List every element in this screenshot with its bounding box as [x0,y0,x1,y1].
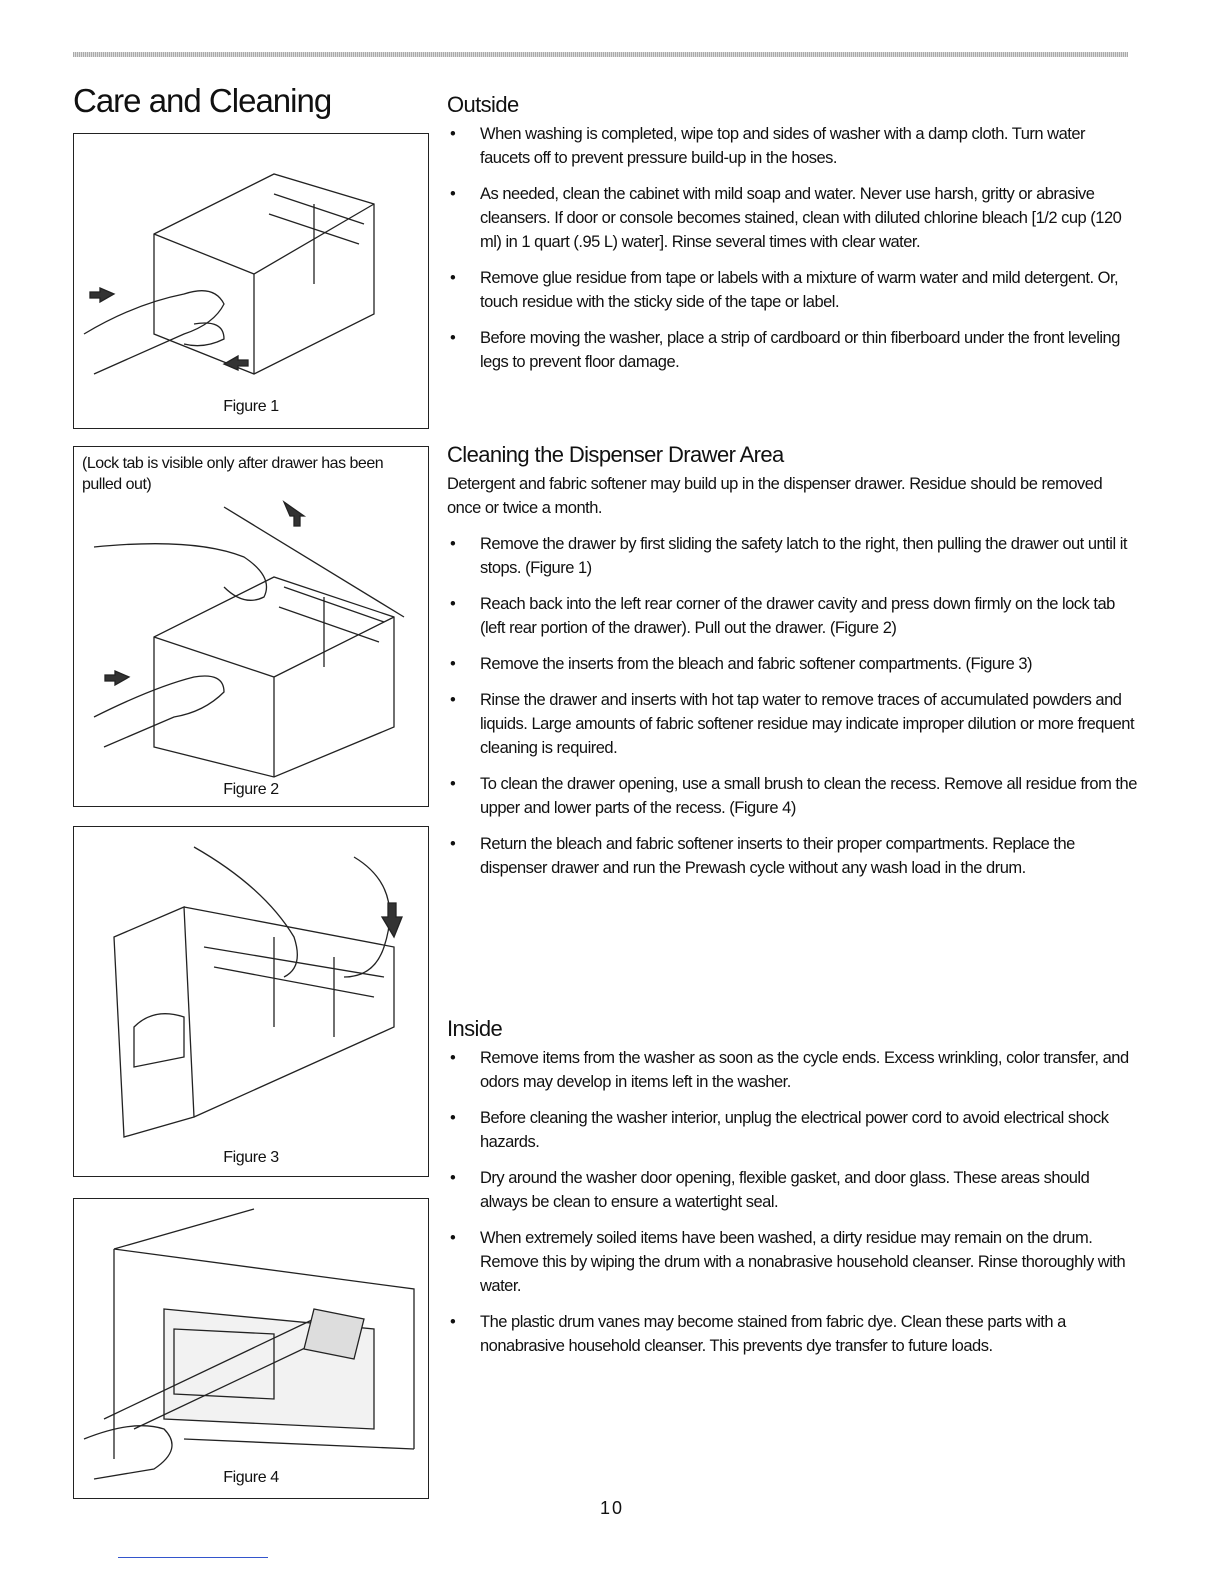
list-item: • Remove the drawer by first sliding the safety latch to the right, then pulling the drawer out until it stops. (Figure 1) [450,535,1127,577]
list-item: • Before cleaning the washer interior, unplug the electrical power cord to avoid electrical shock hazards. [450,1109,1109,1151]
section-dispenser [447,442,1137,892]
header-rule [73,52,1128,57]
figure-4 [73,1198,429,1499]
figure-4-caption: Figure 4 [223,1469,279,1486]
section-outside [447,92,1137,386]
brush-recess-illustration [74,1199,430,1500]
list-item: • As needed, clean the cabinet with mild soap and water. Never use harsh, gritty or abrasive cleansers. If door or console becomes stained, clean with diluted chlorine bleach [1/2 cup (120 ml) in 1 quart (.95 L) water]. Rinse several times with clear water. [450,185,1122,251]
section-heading: Cleaning the Dispenser Drawer Area [447,442,784,467]
list-item: • Rinse the drawer and inserts with hot tap water to remove traces of accumulated powders and liquids. Large amounts of fabric softener residue may indicate improper dilution or more frequent cleaning is required. [450,691,1135,757]
lock-tab-illustration [74,447,430,808]
list-item: • Reach back into the left rear corner of the drawer cavity and press down firmly on the lock tab (left rear portion of the drawer). Pull out the drawer. (Figure 2) [450,595,1115,637]
page-title: Care and Cleaning [73,82,332,119]
footer-link-line [118,1557,268,1558]
list-item: • Remove items from the washer as soon as the cycle ends. Excess wrinkling, color transfer, and odors may develop in items left in the washer. [450,1049,1129,1091]
list-item: • Remove glue residue from tape or labels with a mixture of warm water and mild detergent. Or, touch residue with the sticky side of the tape or label. [450,269,1119,311]
list-item: • The plastic drum vanes may become stained from fabric dye. Clean these parts with a nonabrasive household cleanser. This prevents dye transfer to future loads. [450,1313,1066,1355]
list-item: • When extremely soiled items have been washed, a dirty residue may remain on the drum. Remove this by wiping the drum with a nonabrasive household cleanser. Rinse thoroughly with water. [450,1229,1126,1295]
list-item: • Return the bleach and fabric softener inserts to their proper compartments. Replace the dispenser drawer and run the Prewash cycle without any wash load in the drum. [450,835,1075,877]
page-number: 10 [599,1498,625,1518]
figure-2-note: (Lock tab is visible only after drawer has been pulled out) [82,455,384,493]
figure-2 [73,446,429,807]
figure-2-caption: Figure 2 [223,781,279,798]
figure-1 [73,133,429,429]
list-item: • Dry around the washer door opening, flexible gasket, and door glass. These areas should always be clean to ensure a watertight seal. [450,1169,1090,1211]
list-item: • Before moving the washer, place a strip of cardboard or thin fiberboard under the front leveling legs to prevent floor damage. [450,329,1120,371]
figure-3-caption: Figure 3 [223,1149,279,1166]
list-item: • Remove the inserts from the bleach and fabric softener compartments. (Figure 3) [450,655,1033,673]
section-heading: Inside [447,1016,503,1041]
drawer-pull-illustration [74,134,430,430]
section-inside [447,1016,1137,1370]
section-intro: Detergent and fabric softener may build up in the dispenser drawer. Residue should be removed once or twice a month. [447,475,1103,517]
figure-3 [73,826,429,1177]
figure-1-caption: Figure 1 [223,398,279,415]
remove-inserts-illustration [74,827,430,1178]
list-item: • When washing is completed, wipe top and sides of washer with a damp cloth. Turn water faucets off to prevent pressure build-up in the hoses. [450,125,1085,167]
list-item: • To clean the drawer opening, use a small brush to clean the recess. Remove all residue from the upper and lower parts of the recess. (Figure 4) [450,775,1137,817]
section-heading: Outside [447,92,519,117]
